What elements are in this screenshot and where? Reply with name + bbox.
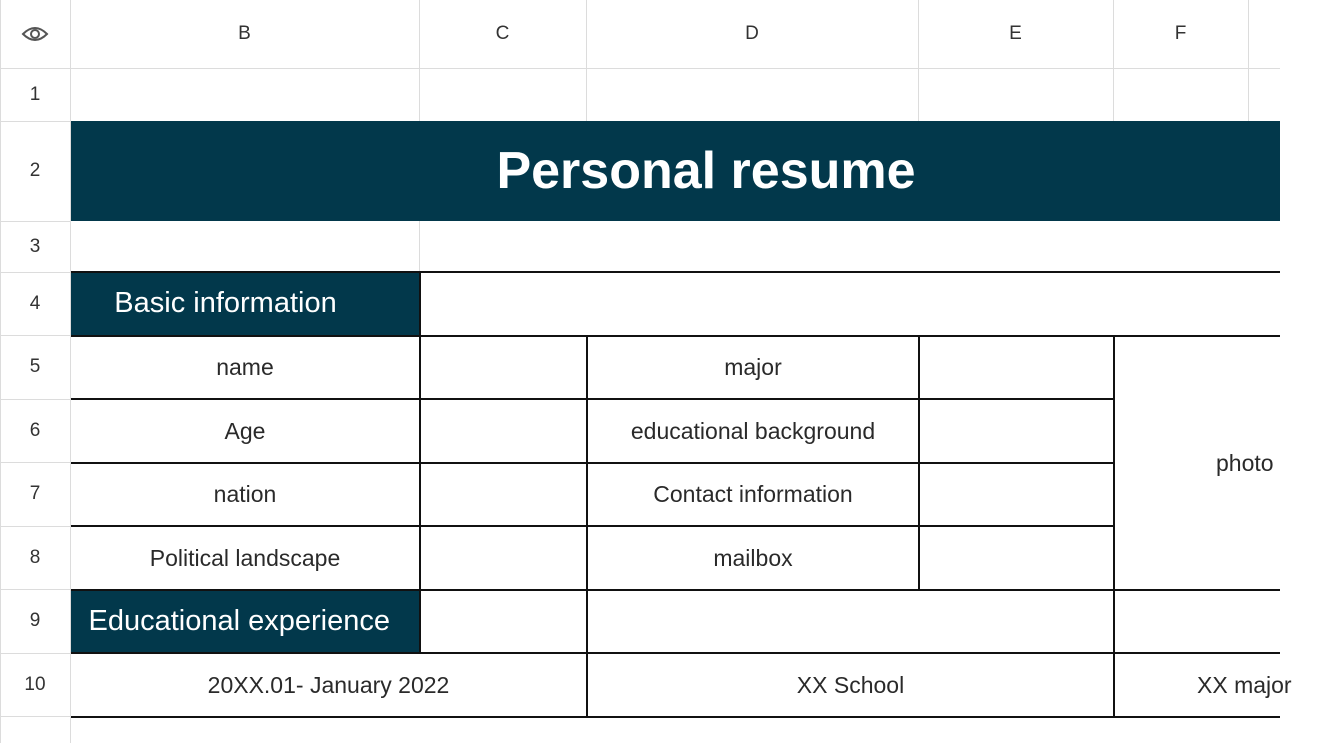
label-educational-background[interactable]: educational background: [630, 417, 876, 444]
photo-cell[interactable]: [1115, 337, 1280, 589]
row-header-1[interactable]: 1: [29, 83, 41, 105]
value-major[interactable]: [920, 336, 1113, 399]
education-major-label: XX major: [1197, 671, 1292, 698]
education-period[interactable]: 20XX.01- January 2022: [207, 671, 450, 698]
value-contact-information[interactable]: [920, 464, 1113, 525]
value-name[interactable]: [421, 336, 586, 399]
education-header[interactable]: Educational experience: [88, 604, 390, 637]
basic-info-header[interactable]: Basic information: [114, 287, 337, 319]
select-all-corner[interactable]: [0, 0, 70, 68]
value-political-landscape[interactable]: [421, 527, 586, 589]
photo-label: photo: [1216, 449, 1274, 476]
value-mailbox[interactable]: [920, 527, 1113, 589]
row-header-9[interactable]: 9: [29, 610, 41, 631]
column-header-f[interactable]: F: [1174, 23, 1187, 44]
value-nation[interactable]: [421, 464, 586, 525]
row-header-5[interactable]: 5: [29, 356, 41, 377]
column-header-c[interactable]: C: [495, 23, 510, 44]
column-header-e[interactable]: E: [1009, 23, 1022, 44]
value-educational-background[interactable]: [920, 400, 1113, 462]
resume-title[interactable]: Personal resume: [496, 142, 916, 200]
value-age[interactable]: [421, 400, 586, 462]
column-header-d[interactable]: D: [745, 23, 759, 44]
label-mailbox[interactable]: mailbox: [713, 544, 793, 571]
label-major[interactable]: major: [724, 354, 782, 380]
row-header-10[interactable]: 10: [24, 673, 46, 695]
column-header-g[interactable]: [1248, 0, 1280, 68]
row-header-8[interactable]: 8: [29, 546, 41, 568]
label-age[interactable]: Age: [224, 417, 266, 444]
eye-icon[interactable]: [21, 24, 49, 44]
row-header-7[interactable]: 7: [29, 483, 41, 504]
row-header-4[interactable]: 4: [29, 292, 41, 314]
label-nation[interactable]: nation: [213, 481, 277, 507]
row-header-3[interactable]: 3: [29, 235, 41, 257]
label-political-landscape[interactable]: Political landscape: [149, 544, 341, 571]
label-name[interactable]: name: [216, 354, 274, 380]
row-header-2[interactable]: 2: [29, 160, 41, 181]
row-header-6[interactable]: 6: [29, 419, 41, 441]
column-header-b[interactable]: B: [238, 23, 251, 44]
label-contact-information[interactable]: Contact information: [653, 481, 853, 507]
education-school[interactable]: XX School: [796, 671, 905, 698]
education-major[interactable]: [1115, 654, 1292, 716]
